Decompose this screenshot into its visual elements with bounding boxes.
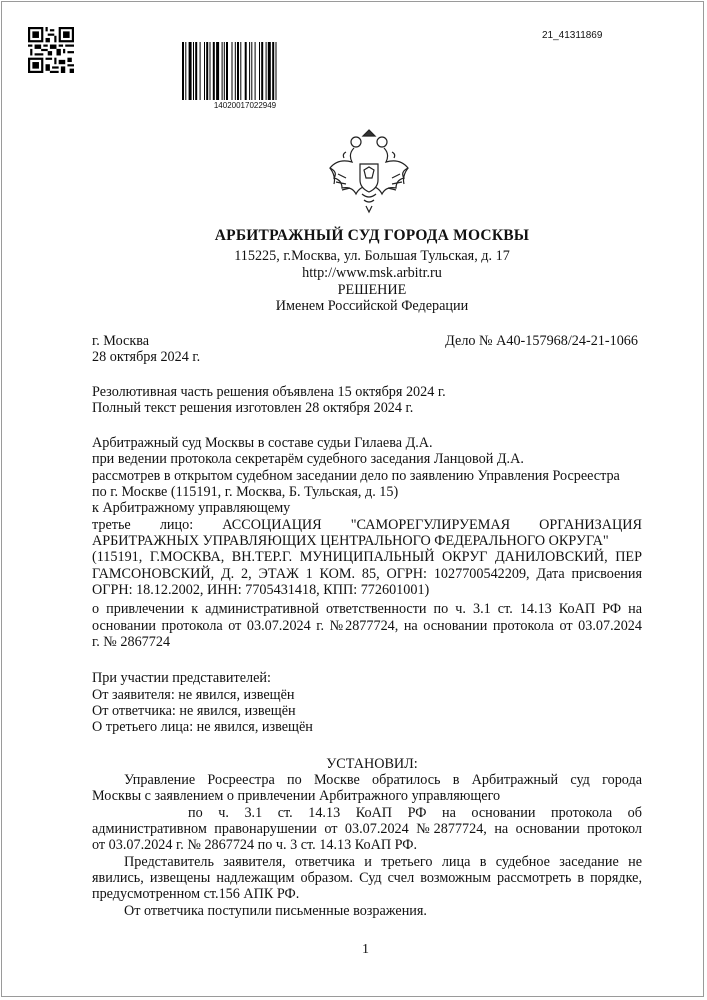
intro-line: ГАМСОНОВСКИЙ, Д. 2, ЭТАЖ 1 КОМ. 85, ОГРН: 1027700542209, Дата присвоения [92,566,642,582]
paragraph-line: по ч. 3.1 ст. 14.13 КоАП РФ на основании протокола об [188,805,642,821]
intro-line: о привлечении к административной ответственности по ч. 3.1 ст. 14.13 КоАП РФ на [92,601,642,617]
case-number: Дело № А40-157968/24-21-1066 [445,333,638,349]
decision-date: 28 октября 2024 г. [92,349,201,365]
qr-code [28,27,74,73]
court-name: АРБИТРАЖНЫЙ СУД ГОРОДА МОСКВЫ [214,227,530,244]
intro-line: ОГРН: 18.12.2002, ИНН: 7705431418, КПП: 772601001) [92,582,430,598]
court-website-link[interactable]: http://www.msk.arbitr.ru [302,265,442,281]
document-type: РЕШЕНИЕ [337,282,407,298]
city: г. Москва [92,333,150,349]
intro-line: третье лицо: АССОЦИАЦИЯ "САМОРЕГУЛИРУЕМАЯ ОРГАНИЗАЦИЯ [92,517,642,533]
participant-third-party: О третьего лица: не явился, извещён [92,719,313,735]
intro-line: по г. Москве (115191, г. Москва, Б. Тульская, д. 15) [92,484,399,500]
barcode-number: 14020017022949 [213,101,277,110]
intro-line: к Арбитражному управляющему [92,500,291,516]
participant-applicant: От заявителя: не явился, извещён [92,687,295,703]
document-id: 21_41311869 [542,30,603,41]
full-text-date: Полный текст решения изготовлен 28 октября 2024 г. [92,400,414,416]
paragraph-line: предусмотренном ст.156 АПК РФ. [92,886,300,902]
page-number: 1 [362,942,369,957]
participant-respondent: От ответчика: не явился, извещён [92,703,296,719]
participants-title: При участии представителей: [92,670,271,686]
intro-line: АРБИТРАЖНЫХ УПРАВЛЯЮЩИХ ЦЕНТРАЛЬНОГО ФЕДЕРАЛЬНОГО ОКРУГА" [92,533,609,549]
barcode [182,42,308,100]
operative-part-date: Резолютивная часть решения объявлена 15 октября 2024 г. [92,384,446,400]
intro-line: (115191, Г.МОСКВА, ВН.ТЕР.Г. МУНИЦИПАЛЬНЫЙ ОКРУГ ДАНИЛОВСКИЙ, ПЕР [92,549,642,565]
intro-line: Арбитражный суд Москвы в составе судьи Гилаева Д.А. [92,435,433,451]
paragraph-line: Представитель заявителя, ответчика и третьего лица в судебное заседание не [124,854,642,870]
court-address: 115225, г.Москва, ул. Большая Тульская, д. 17 [234,248,510,264]
document-page [1,1,704,997]
paragraph-line: Москвы с заявлением о привлечении Арбитражного управляющего [92,788,501,804]
paragraph-line: от 03.07.2024 г. № 2867724 по ч. 3 ст. 14.13 КоАП РФ. [92,837,418,853]
paragraph-line: административном правонарушении от 03.07.2024 №2877724, на основании протокол [92,821,642,837]
established-heading: УСТАНОВИЛ: [326,756,418,772]
paragraph-line: От ответчика поступили письменные возражения. [124,903,427,919]
intro-line: при ведении протокола секретарём судебного заседания Ланцовой Д.А. [92,451,524,467]
coat-of-arms-icon [324,124,414,216]
intro-line: основании протокола от 03.07.2024 г. №2877724, на основании протокола от 03.07.2024 [92,618,642,634]
paragraph-line: Управление Росреестра по Москве обратилось в Арбитражный суд города [124,772,642,788]
paragraph-line: явились, извещены надлежащим образом. Суд счел возможным рассмотреть в порядке, [92,870,642,886]
intro-line: рассмотрев в открытом судебном заседании дело по заявлению Управления Росреестра [92,468,620,484]
in-name-of: Именем Российской Федерации [275,298,469,314]
intro-line: г. № 2867724 [92,634,171,650]
